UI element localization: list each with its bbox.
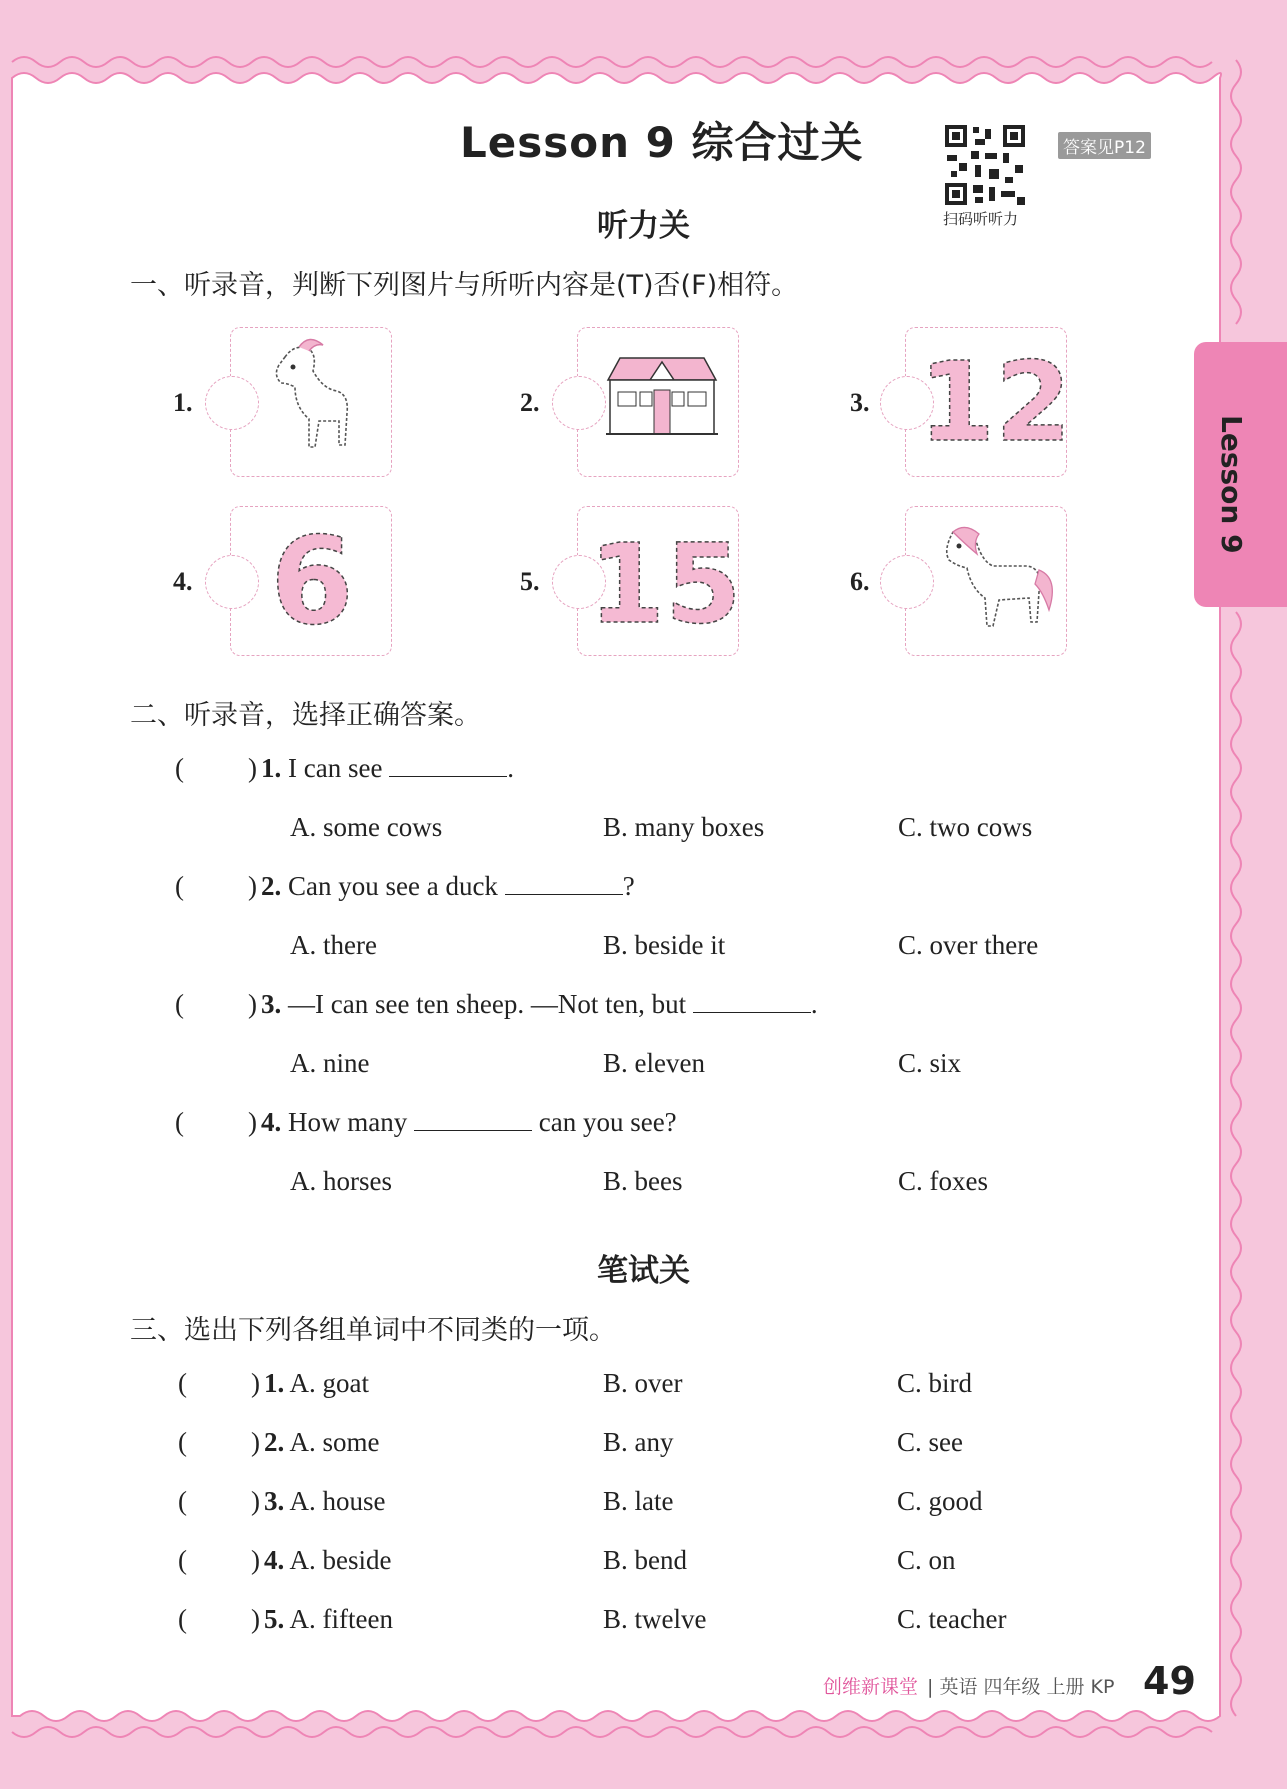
answer-paren-right: ) [248, 1107, 257, 1137]
question-text: Can you see a duck [288, 871, 498, 901]
question-row [264, 1604, 393, 1635]
picture-number: 3. [850, 388, 870, 417]
question-row [261, 753, 514, 784]
option-a[interactable]: A. some cows [290, 812, 443, 842]
number-15-picture [588, 520, 742, 648]
question-row [264, 1545, 392, 1576]
option-c[interactable]: C. good [897, 1486, 983, 1516]
question-row [264, 1486, 386, 1517]
qr-code-icon[interactable] [945, 125, 1025, 205]
picture-number: 6. [850, 567, 870, 596]
part2-heading: 二、听录音，选择正确答案。 [130, 700, 481, 731]
part1-heading: 一、听录音，判断下列图片与所听内容是(T)否(F)相符。 [130, 270, 799, 301]
option-b[interactable]: B. over [603, 1368, 683, 1398]
question-number: 5. [264, 1604, 285, 1634]
option-c[interactable]: C. on [897, 1545, 956, 1575]
number-12-text: 12 [918, 338, 1072, 466]
question-text: I can see [288, 753, 383, 783]
question-row [264, 1427, 380, 1458]
written-section-title: 笔试关 [597, 1253, 690, 1289]
answer-paren-left: ( [178, 1368, 187, 1398]
option-b[interactable]: B. beside it [603, 930, 726, 960]
option-a[interactable]: A. there [290, 930, 377, 960]
answer-paren-left: ( [175, 871, 184, 901]
number-6-picture [262, 513, 362, 652]
option-a[interactable]: A. beside [289, 1545, 392, 1575]
option-b[interactable]: B. bees [603, 1166, 683, 1196]
picture-number: 4. [173, 567, 193, 596]
answer-circle[interactable] [205, 555, 259, 609]
option-c[interactable]: C. bird [897, 1368, 973, 1398]
answer-circle[interactable] [205, 376, 259, 430]
horse-icon [935, 522, 1057, 634]
option-a[interactable]: A. goat [289, 1368, 369, 1398]
number-12-picture [918, 338, 1072, 466]
answer-blank[interactable] [389, 754, 507, 777]
answer-paren-left: ( [178, 1604, 187, 1634]
page-number: 49 [1143, 1659, 1196, 1703]
option-b[interactable]: B. bend [603, 1545, 687, 1575]
answer-blank[interactable] [693, 990, 811, 1013]
answer-paren-right: ) [251, 1545, 260, 1575]
question-row [264, 1368, 369, 1399]
option-c[interactable]: C. over there [898, 930, 1039, 960]
option-a[interactable]: A. house [289, 1486, 386, 1516]
answer-paren-left: ( [175, 753, 184, 783]
question-number: 4. [264, 1545, 285, 1575]
question-end: . [507, 753, 514, 783]
answer-blank[interactable] [505, 872, 623, 895]
option-b[interactable]: B. late [603, 1486, 674, 1516]
answer-paren-left: ( [178, 1427, 187, 1457]
option-c[interactable]: C. see [897, 1427, 963, 1457]
question-end: . [810, 989, 818, 1019]
answer-paren-right: ) [251, 1604, 260, 1634]
option-b[interactable]: B. many boxes [603, 812, 765, 842]
option-a[interactable]: A. fifteen [289, 1604, 393, 1634]
question-number: 2. [264, 1427, 285, 1457]
question-row [261, 989, 818, 1020]
answer-paren-left: ( [175, 989, 184, 1019]
question-number: 4. [261, 1107, 282, 1137]
picture-number: 5. [520, 567, 540, 596]
answer-paren-left: ( [178, 1545, 187, 1575]
option-c[interactable]: C. six [898, 1048, 962, 1078]
question-number: 2. [261, 871, 282, 901]
footer-subtitle: | 英语 四年级 上册 KP [927, 1676, 1115, 1698]
picture-number: 1. [173, 388, 193, 417]
question-number: 1. [264, 1368, 285, 1398]
question-row [261, 1107, 677, 1138]
answer-paren-right: ) [251, 1486, 260, 1516]
number-15-text: 15 [588, 520, 742, 648]
answer-blank[interactable] [414, 1108, 532, 1131]
footer-brand: 创维新课堂 [823, 1676, 919, 1698]
side-tab-label: Lesson 9 [1215, 415, 1248, 554]
question-row [261, 871, 635, 902]
answer-paren-right: ) [248, 871, 257, 901]
house-icon [598, 350, 726, 440]
answer-paren-right: ) [251, 1368, 260, 1398]
answer-paren-right: ) [248, 989, 257, 1019]
number-6-text: 6 [270, 513, 354, 652]
answer-paren-right: ) [251, 1427, 260, 1457]
question-number: 3. [261, 989, 282, 1019]
answer-circle[interactable] [880, 555, 934, 609]
answer-paren-right: ) [248, 753, 257, 783]
part3-heading: 三、选出下列各组单词中不同类的一项。 [130, 1315, 616, 1346]
listening-section-title: 听力关 [597, 208, 690, 244]
question-text: —I can see ten sheep. —Not ten, but [288, 989, 687, 1019]
option-c[interactable]: C. foxes [898, 1166, 988, 1196]
option-a[interactable]: A. some [289, 1427, 380, 1457]
question-end: ? [622, 871, 635, 901]
option-c[interactable]: C. teacher [897, 1604, 1007, 1634]
option-b[interactable]: B. eleven [603, 1048, 705, 1078]
qr-label: 扫码听听力 [943, 210, 1019, 228]
option-a[interactable]: A. horses [290, 1166, 392, 1196]
option-b[interactable]: B. any [603, 1427, 674, 1457]
question-number: 1. [261, 753, 282, 783]
question-number: 3. [264, 1486, 285, 1516]
option-b[interactable]: B. twelve [603, 1604, 707, 1634]
answer-paren-left: ( [175, 1107, 184, 1137]
page-title: Lesson 9 综合过关 [460, 118, 864, 167]
picture-number: 2. [520, 388, 540, 417]
option-a[interactable]: A. nine [290, 1048, 370, 1078]
answer-badge: 答案见P12 [1058, 132, 1151, 159]
question-text: How many [288, 1107, 408, 1137]
answer-paren-left: ( [178, 1486, 187, 1516]
goat-icon [265, 335, 355, 465]
option-c[interactable]: C. two cows [898, 812, 1033, 842]
question-end: can you see? [538, 1107, 677, 1137]
